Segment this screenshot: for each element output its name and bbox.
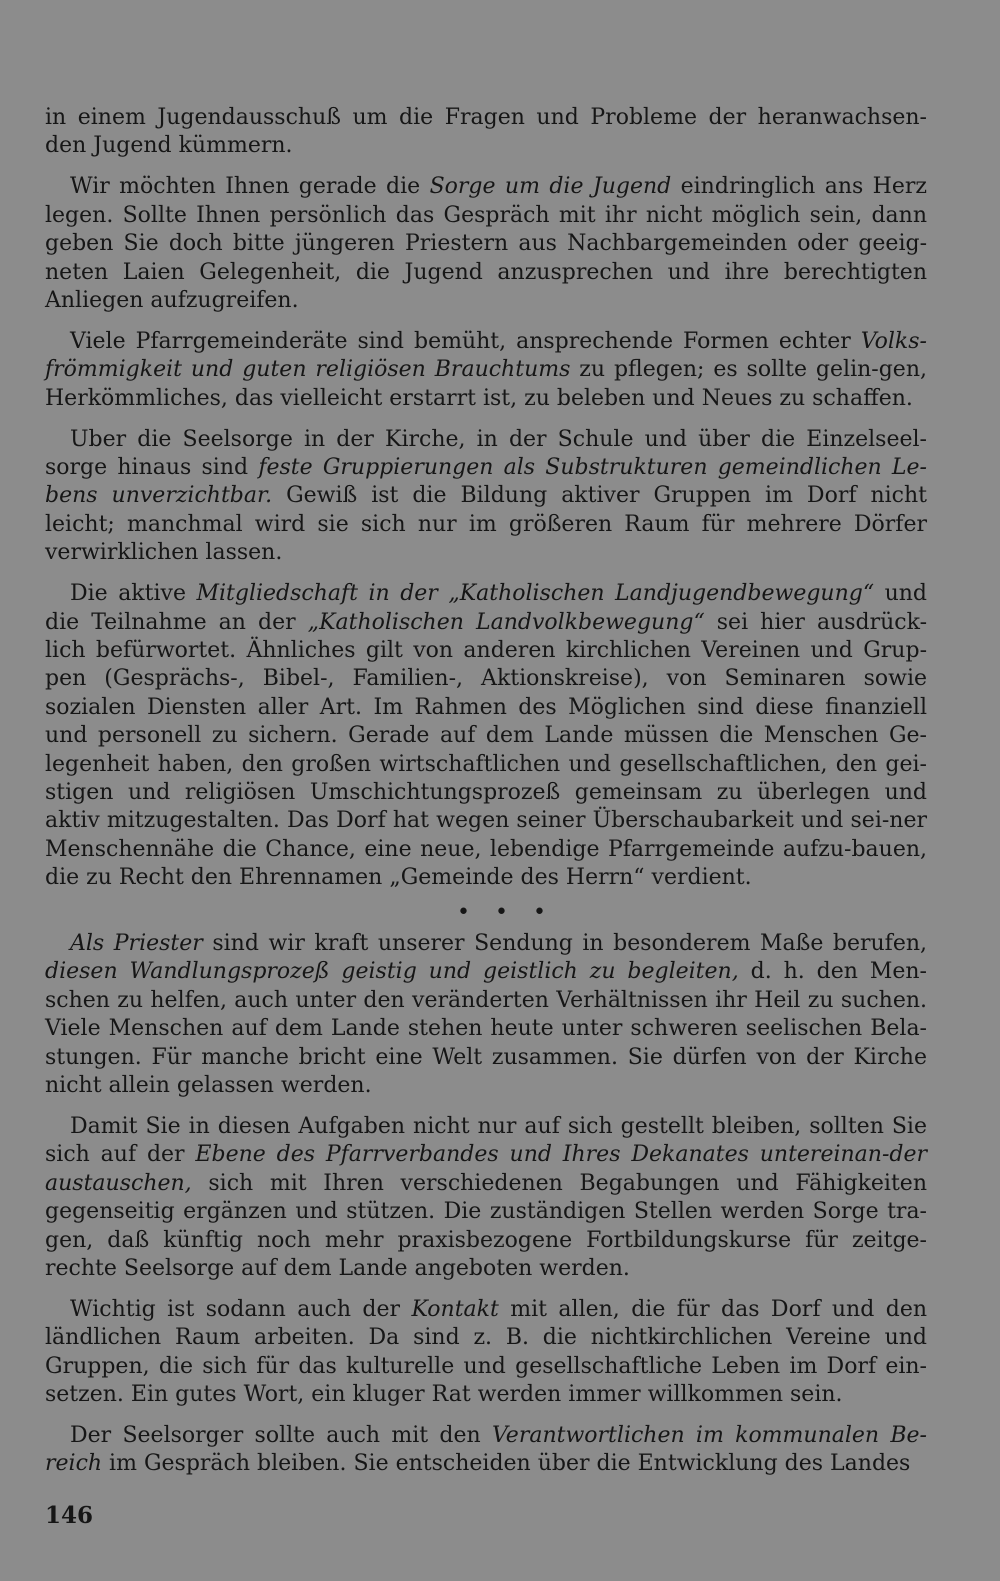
paragraph — [45, 426, 927, 568]
paragraph — [45, 1113, 927, 1283]
emphasized-text: diesen Wandlungsprozeß geistig und geistlich zu begleiten, — [45, 959, 739, 985]
text-segment: sind wir kraft unserer Sendung in besonderem Maße berufen, — [202, 931, 927, 957]
emphasized-text: Kontakt — [411, 1296, 499, 1322]
emphasized-text: Verantwortlichen im kommunalen Be-reich — [45, 1423, 927, 1477]
text-segment: eindringlich ans Herz legen. Sollte Ihnen persönlich das Gespräch mit ihr nicht möglich sein, dann geben Sie doch bitte jüngeren Priestern aus Nachbargemeinden oder geeig-neten Laien Gelegenheit, die Jugend anzusprechen und ihre berechtigten Anliegen aufzugreifen. — [45, 174, 927, 313]
section-separator: • • • — [457, 900, 555, 926]
text-segment: Die aktive — [70, 581, 197, 607]
page-body — [45, 104, 927, 1491]
paragraph — [45, 1296, 927, 1410]
text-segment: zu pflegen; es sollte gelin-gen, Herkömmliches, das vielleicht erstarrt ist, zu beleben und Neues zu schaffen. — [45, 357, 927, 411]
paragraph — [45, 173, 927, 315]
page-number: 146 — [45, 1502, 94, 1529]
text-segment: Wir möchten Ihnen gerade die — [70, 174, 430, 200]
emphasized-text: Sorge um die Jugend — [429, 174, 672, 200]
text-segment: sich mit Ihren verschiedenen Begabungen und Fähigkeiten gegenseitig ergänzen und stützen. Die zuständigen Stellen werden Sorge tra-gen, daß künftig noch mehr praxisbezogene Fortbildungskurse für zeitge-rechte Seelsorge auf dem Lande angeboten werden. — [45, 1170, 927, 1282]
emphasized-text: feste Gruppierungen als Substrukturen gemeindlichen Le-bens unverzichtbar. — [45, 454, 927, 509]
emphasized-text: Als Priester — [70, 931, 203, 957]
text-segment: Damit Sie in diesen Aufgaben nicht nur auf sich gestellt bleiben, sollten Sie sich auf der — [45, 1114, 927, 1168]
text-segment: mit allen, die für das Dorf und den ländlichen Raum arbeiten. Da sind z. B. die nichtkirchlichen Vereine und Gruppen, die sich für das kulturelle und gesellschaftliche Leben im Dorf ein-setzen. Ein gutes Wort, ein kluger Rat werden immer willkommen sein. — [45, 1296, 928, 1408]
emphasized-text: Ebene des Pfarrverbandes und Ihres Dekanates untereinan-der austauschen, — [45, 1142, 928, 1196]
text-segment: Gewiß ist die Bildung aktiver Gruppen im Dorf nicht leicht; manchmal wird sie sich nur im größeren Raum für mehrere Dörfer verwirklichen lassen. — [45, 483, 927, 566]
paragraph — [45, 580, 927, 892]
text-segment: und die Teilnahme an der — [45, 581, 928, 635]
emphasized-text: Mitgliedschaft in der „Katholischen Landjugendbewegung“ — [196, 581, 875, 607]
paragraphs-after-separator — [45, 930, 927, 1479]
text-segment: Wichtig ist sodann auch der — [70, 1296, 412, 1322]
emphasized-text: „Katholischen Landvolkbewegung“ — [307, 609, 705, 635]
text-segment: sei hier ausdrück-lich befürwortet. Ähnliches gilt von anderen kirchlichen Vereinen und Grup-pen (Gesprächs-, Bibel-, Familien-, Aktionskreise), von Seminaren sowie sozialen Diensten aller Art. Im Rahmen des Möglichen sind diese finanziell und personell zu sichern. Gerade auf dem Lande müssen die Menschen Ge-legenheit haben, den großen wirtschaftlichen und gesellschaftlichen, den gei-stigen und religiösen Umschichtungsprozeß gemeinsam zu überlegen und aktiv mitzugestalten. Das Dorf hat wegen seiner Überschaubarkeit und sei-ner Menschennähe die Chance, eine neue, lebendige Pfarrgemeinde aufzu-bauen, die zu Recht den Ehrennamen „Gemeinde des Herrn“ verdient. — [45, 609, 927, 891]
text-segment: Der Seelsorger sollte auch mit den — [70, 1423, 492, 1449]
paragraph — [45, 930, 927, 1100]
text-segment: Viele Pfarrgemeinderäte sind bemüht, ansprechende Formen echter — [70, 328, 861, 354]
text-segment: Uber die Seelsorge in der Kirche, in der Schule und über die Einzelseel-sorge hinaus sind — [45, 426, 927, 480]
paragraphs-before-separator — [45, 104, 927, 893]
emphasized-text: Volks-frömmigkeit und guten religiösen Brauchtums — [45, 328, 927, 383]
text-segment: in einem Jugendausschuß um die Fragen und Probleme der heranwachsen-den Jugend kümmern. — [45, 105, 927, 159]
paragraph — [45, 104, 927, 161]
text-segment: im Gespräch bleiben. Sie entscheiden über die Entwicklung des Landes — [102, 1451, 911, 1477]
paragraph — [45, 1422, 927, 1479]
paragraph — [45, 328, 927, 413]
text-segment: d. h. den Men-schen zu helfen, auch unter den veränderten Verhältnissen ihr Heil zu suchen. Viele Menschen auf dem Lande stehen heute unter schweren seelischen Bela-stungen. Für manche bricht eine Welt zusammen. Sie dürfen von der Kirche nicht allein gelassen werden. — [45, 959, 927, 1099]
